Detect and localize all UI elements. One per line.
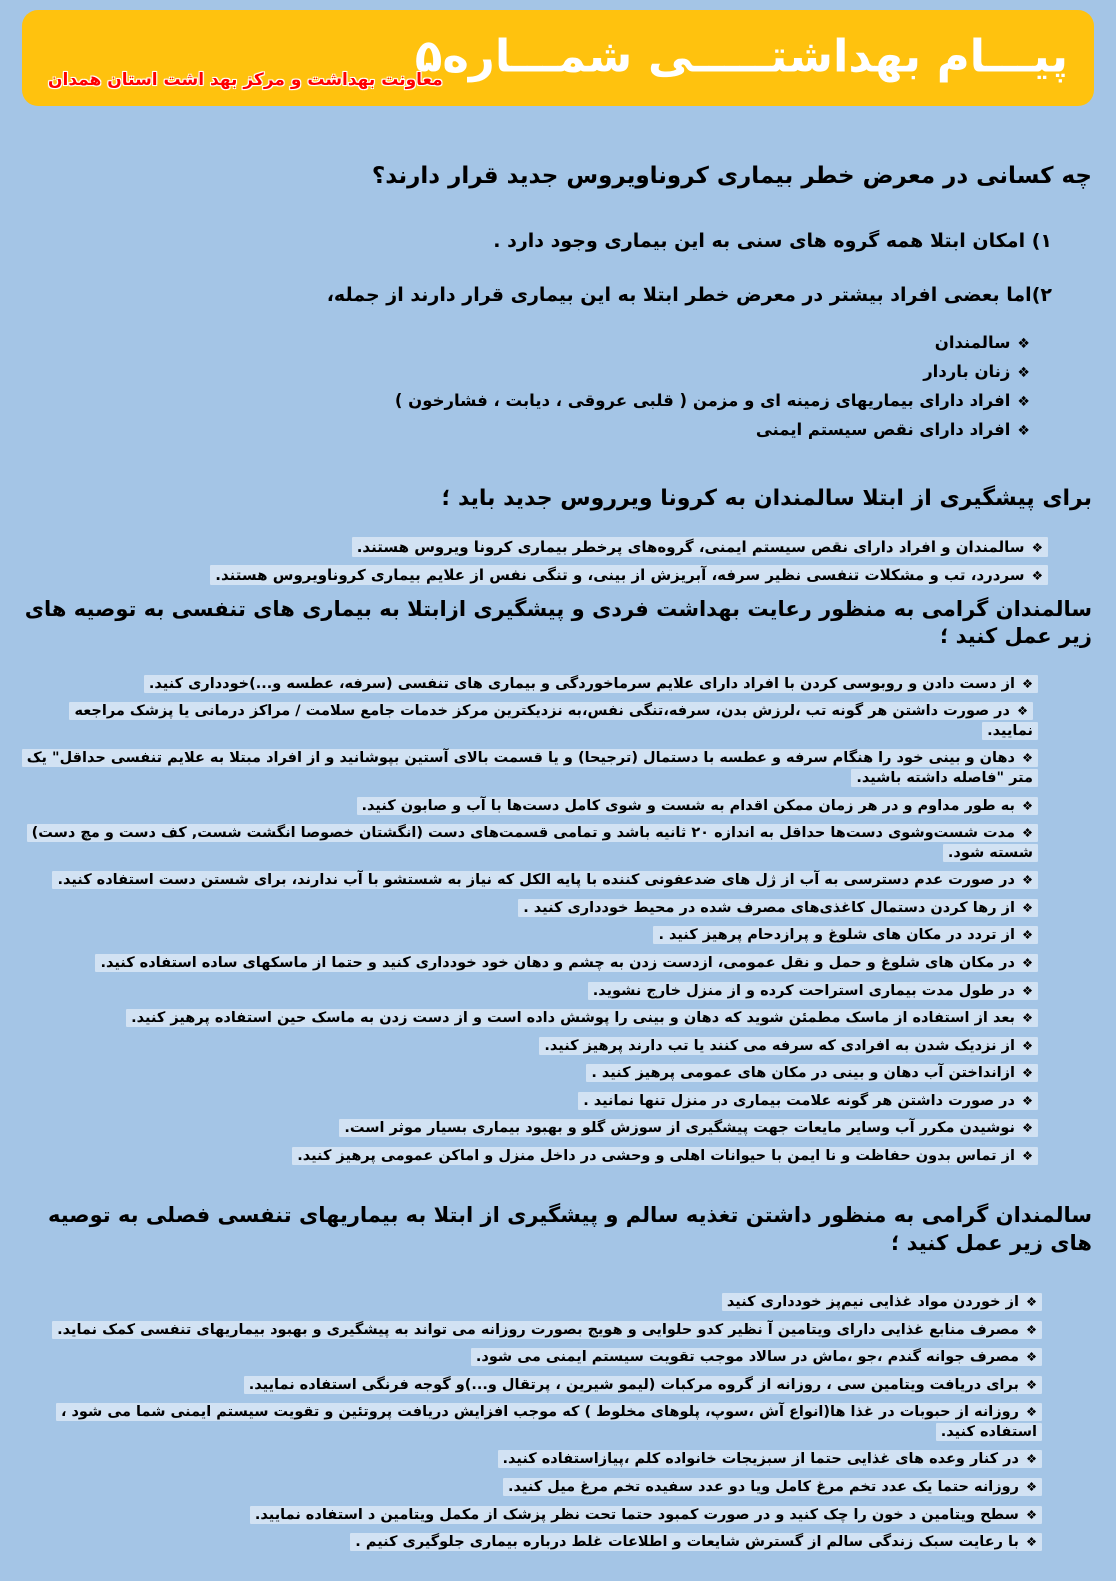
diamond-bullet-icon: ❖ (1025, 1405, 1037, 1420)
diamond-bullet-icon: ❖ (1021, 1066, 1033, 1081)
hygiene-advice-item (24, 797, 1038, 817)
risk-groups-heading: چه کسانی در معرض خطر بیماری کروناویروس جدید قرار دارند؟ (371, 163, 1092, 189)
diamond-bullet-icon: ❖ (1021, 955, 1033, 970)
list-item-text: مدت شست‌وشوی دست‌ها حداقل به اندازه ۲۰ ثانیه باشد و تمامی قسمت‌های دست (انگشتان خصوصا انگشت شست, کف دست و مچ دست) شسته شود. (31, 825, 1033, 861)
diamond-bullet-icon: ❖ (1017, 364, 1030, 381)
list-item-text: در صورت داشتن هر گونه علامت بیماری در منزل تنها نمانید . (583, 1092, 1015, 1109)
highlighted-line (56, 1403, 1042, 1441)
diamond-bullet-icon: ❖ (1021, 983, 1033, 998)
risk-group-item (24, 387, 1030, 416)
hygiene-advice-item (24, 899, 1038, 919)
list-item-text: نوشیدن مکرر آب وسایر مایعات جهت پیشگیری از سوزش گلو و بهبود بیماری بسیار موثر است. (344, 1120, 1015, 1137)
diamond-bullet-icon: ❖ (1025, 1535, 1037, 1550)
list-item-text: سالمندان و افراد دارای نقص سیستم ایمنی، گروه‌های پرخطر بیماری کرونا ویروس هستند. (356, 538, 1025, 557)
highlighted-line (352, 537, 1048, 557)
list-item-text: به طور مداوم و در هر زمان ممکن اقدام به شست و شوی کامل دست‌ها با آب و صابون کنید. (361, 797, 1015, 814)
diamond-bullet-icon: ❖ (1021, 900, 1033, 915)
diamond-bullet-icon: ❖ (1025, 1479, 1037, 1494)
highlighted-line (339, 1119, 1038, 1137)
bulletin-body (0, 106, 1116, 1581)
diamond-bullet-icon: ❖ (1021, 873, 1033, 888)
list-item-text: سطح ویتامین د خون را چک کنید و در صورت کمبود حتما تحت نظر پزشک از مکمل ویتامین د استفاده نمایید. (254, 1506, 1019, 1523)
section-personal-hygiene-advice (24, 596, 1092, 1166)
list-item-text: افراد دارای نقص سیستم ایمنی (755, 419, 1011, 439)
highlighted-line (578, 1092, 1038, 1110)
elderly-prevention-heading: برای پیشگیری از ابتلا سالمندان به کرونا ویرروس جدید باید ؛ (441, 485, 1092, 511)
hygiene-advice-item (24, 824, 1038, 863)
highlighted-line (722, 1293, 1042, 1311)
list-item-text: در مکان های شلوغ و حمل و نقل عمومی، ازدست زدن به چشم و دهان خود خودداری کنید و حتما از ماسکهای ساده استفاده کنید. (100, 954, 1015, 971)
hygiene-advice-list (24, 675, 1092, 1167)
highlighted-line (471, 1348, 1042, 1366)
prevention-intro-list (24, 537, 1092, 586)
diamond-bullet-icon: ❖ (1021, 826, 1033, 841)
nutrition-advice-item (24, 1348, 1042, 1368)
prevention-intro-item (24, 565, 1048, 586)
list-item-text: بعد از استفاده از ماسک مطمئن شوید که دهان و بینی را پوشش داده است و از دست زدن به ماسک حین استفاده پرهیز کنید. (131, 1010, 1015, 1027)
list-item-text: سردرد، تب و مشکلات تنفسی نظیر سرفه، آبریزش از بینی، و تنگی نفس از علایم بیماری کروناویروس هستند. (215, 566, 1025, 585)
list-item-text: ازانداختن آب دهان و بینی در مکان های عمومی پرهیز کنید . (591, 1065, 1015, 1082)
diamond-bullet-icon: ❖ (1017, 336, 1030, 353)
highlighted-line (69, 702, 1038, 740)
section-risk-groups (24, 162, 1092, 445)
section-nutrition-advice (24, 1202, 1092, 1552)
numbered-line-2: ۲)اما بعضی افراد بیشتر در معرض خطر ابتلا به این بیماری قرار دارند از جمله، (326, 284, 1052, 307)
hygiene-advice-item (24, 1064, 1038, 1084)
list-item-text: از دست دادن و روبوسی کردن با افراد دارای علایم سرماخوردگی و بیماری های تنفسی (سرفه، عطسه و...)خودداری کنید. (148, 675, 1015, 692)
highlighted-line (52, 1321, 1042, 1339)
header-banner (22, 10, 1094, 106)
highlighted-line (586, 1064, 1038, 1082)
highlighted-line (503, 1478, 1042, 1496)
numbered-line-1: ۱) امکان ابتلا همه گروه های سنی به این بیماری وجود دارد . (493, 229, 1052, 252)
highlighted-line (350, 1533, 1042, 1551)
diamond-bullet-icon: ❖ (1025, 1507, 1037, 1522)
diamond-bullet-icon: ❖ (1021, 1093, 1033, 1108)
diamond-bullet-icon: ❖ (1021, 1038, 1033, 1053)
diamond-bullet-icon: ❖ (1021, 751, 1033, 766)
list-item-text: با رعایت سبک زندگی سالم از گسترش شایعات و اطلاعات غلط درباره بیماری جلوگیری کنیم . (355, 1534, 1019, 1551)
diamond-bullet-icon: ❖ (1021, 676, 1033, 691)
diamond-bullet-icon: ❖ (1025, 1452, 1037, 1467)
hygiene-advice-item (24, 1092, 1038, 1112)
diamond-bullet-icon: ❖ (1021, 1121, 1033, 1136)
list-item-text: برای دریافت ویتامین سی ، روزانه از گروه مرکبات (لیمو شیرین ، پرتقال و...)و گوجه فرنگی استفاده نمایید. (248, 1376, 1019, 1393)
nutrition-advice-item (24, 1506, 1042, 1526)
diamond-bullet-icon: ❖ (1016, 704, 1028, 719)
list-item-text: در صورت داشتن هر گونه تب ،لرزش بدن، سرفه،تنگی نفس،به نزدیکترین مرکز خدمات جامع سلامت / مراکز درمانی یا پزشک مراجعه نمایید. (74, 703, 1033, 739)
highlighted-line (95, 954, 1038, 972)
highlighted-line (518, 899, 1038, 917)
list-item-text: روزانه حتما یک عدد تخم مرغ کامل ویا دو عدد سفیده تخم مرغ میل کنید. (508, 1478, 1019, 1495)
personal-hygiene-heading: سالمندان گرامی به منظور رعایت بهداشت فردی و پیشگیری ازابتلا به بیماری های تنفسی به توصیه های زیر عمل کنید ؛ (24, 597, 1092, 649)
highlighted-line (653, 926, 1038, 944)
diamond-bullet-icon: ❖ (1021, 928, 1033, 943)
diamond-bullet-icon: ❖ (1017, 422, 1030, 439)
hygiene-advice-item (24, 1037, 1038, 1057)
diamond-bullet-icon: ❖ (1031, 541, 1043, 557)
list-item-text: از رها کردن دستمال کاغذی‌های مصرف شده در محیط خودداری کنید . (523, 899, 1015, 916)
diamond-bullet-icon: ❖ (1021, 798, 1033, 813)
list-item-text: در کنار وعده های غذایی حتما از سبزیجات خانواده کلم ،پیازاستفاده کنید. (502, 1451, 1019, 1468)
list-item-text: در صورت عدم دسترسی به آب از ژل های ضدعفونی کننده با پایه الکل که نیاز به شستشو با آب ندارند، برای شستن دست استفاده کنید. (57, 872, 1015, 889)
nutrition-advice-item (24, 1293, 1042, 1313)
highlighted-line (126, 1009, 1038, 1027)
diamond-bullet-icon: ❖ (1017, 393, 1030, 410)
highlighted-line (27, 824, 1038, 862)
highlighted-line (210, 565, 1048, 585)
diamond-bullet-icon: ❖ (1031, 569, 1043, 585)
list-item-text: از تردد در مکان های شلوغ و پرازدحام پرهیز کنید . (658, 927, 1015, 944)
hygiene-advice-item (24, 1147, 1038, 1167)
section-elderly-prevention-intro (24, 485, 1092, 587)
nutrition-advice-item (24, 1450, 1042, 1470)
diamond-bullet-icon: ❖ (1025, 1350, 1037, 1365)
highlighted-line (22, 749, 1038, 787)
list-item-text: روزانه از حبوبات در غذا ها(انواع آش ،سوپ، پلوهای مخلوط ) که موجب افزایش دریافت پروتئین و تقویت سیستم ایمنی شما می شود ، استفاده کنید. (60, 1404, 1037, 1440)
list-item-text: مصرف منابع غذایی دارای ویتامین آ نظیر کدو حلوایی و هویج بصورت روزانه می تواند به پیشگیری و بهبود بیماریهای تنفسی کمک نماید. (57, 1321, 1019, 1338)
list-item-text: از خوردن مواد غذایی نیم‌پز خودداری کنید (726, 1294, 1019, 1311)
list-item-text: زنان باردار (923, 361, 1011, 381)
diamond-bullet-icon: ❖ (1025, 1322, 1037, 1337)
hygiene-advice-item (24, 1119, 1038, 1139)
hygiene-advice-item (24, 1009, 1038, 1029)
organization-label: معاونت بهداشت و مرکز بهد اشت استان همدان (48, 70, 443, 90)
nutrition-advice-item (24, 1478, 1042, 1498)
hygiene-advice-item (24, 749, 1038, 788)
hygiene-advice-item (24, 702, 1038, 741)
hygiene-advice-item (24, 954, 1038, 974)
risk-group-item (24, 358, 1030, 387)
diamond-bullet-icon: ❖ (1021, 1148, 1033, 1163)
list-item-text: از نزدیک شدن به افرادی که سرفه می کنند یا تب دارند پرهیز کنید. (544, 1037, 1015, 1054)
highlighted-line (539, 1037, 1038, 1055)
nutrition-advice-item (24, 1376, 1042, 1396)
hygiene-advice-item (24, 675, 1038, 695)
bulletin-title: پیـــام بهداشتـــــی شمـــاره۵ (414, 29, 1068, 83)
highlighted-line (144, 675, 1038, 693)
highlighted-line (244, 1376, 1042, 1394)
highlighted-line (357, 797, 1038, 815)
hygiene-advice-item (24, 926, 1038, 946)
hygiene-advice-item (24, 982, 1038, 1002)
nutrition-advice-list (24, 1293, 1092, 1553)
risk-group-item (24, 329, 1030, 358)
list-item-text: از تماس بدون حفاظت و نا ایمن با حیوانات اهلی و وحشی در داخل منزل و اماکن عمومی پرهیز کنید. (297, 1147, 1015, 1164)
nutrition-advice-heading: سالمندان گرامی به منظور داشتن تغذیه سالم و پیشگیری از ابتلا به بیماریهای تنفسی فصلی به توصیه های زیر عمل کنید ؛ (47, 1203, 1092, 1255)
risk-group-item (24, 416, 1030, 445)
highlighted-line (588, 982, 1038, 1000)
list-item-text: افراد دارای بیماریهای زمینه ای و مزمن ( قلبی عروقی ، دیابت ، فشارخون ) (394, 390, 1011, 410)
nutrition-advice-item (24, 1533, 1042, 1553)
bulletin-page (0, 10, 1116, 1581)
list-item-text: در طول مدت بیماری استراحت کرده و از منزل خارج نشوید. (592, 982, 1015, 999)
highlighted-line (250, 1506, 1042, 1524)
list-item-text: دهان و بینی خود را هنگام سرفه و عطسه با دستمال (ترجیحا) و یا قسمت بالای آستین بپوشانید و از افراد مبتلا به علایم تنفسی حداقل" یک متر "فاصله داشته باشید. (26, 750, 1033, 787)
nutrition-advice-item (24, 1403, 1042, 1442)
diamond-bullet-icon: ❖ (1021, 1011, 1033, 1026)
list-item-text: سالمندان (934, 333, 1011, 353)
risk-groups-list (24, 329, 1092, 445)
hygiene-advice-item (24, 871, 1038, 891)
highlighted-line (498, 1450, 1042, 1468)
highlighted-line (52, 871, 1038, 889)
nutrition-advice-item (24, 1321, 1042, 1341)
list-item-text: مصرف جوانه گندم ،جو ،ماش در سالاد موجب تقویت سیستم ایمنی می شود. (475, 1349, 1019, 1366)
diamond-bullet-icon: ❖ (1025, 1377, 1037, 1392)
highlighted-line (292, 1147, 1038, 1165)
prevention-intro-item (24, 537, 1048, 558)
diamond-bullet-icon: ❖ (1025, 1295, 1037, 1310)
